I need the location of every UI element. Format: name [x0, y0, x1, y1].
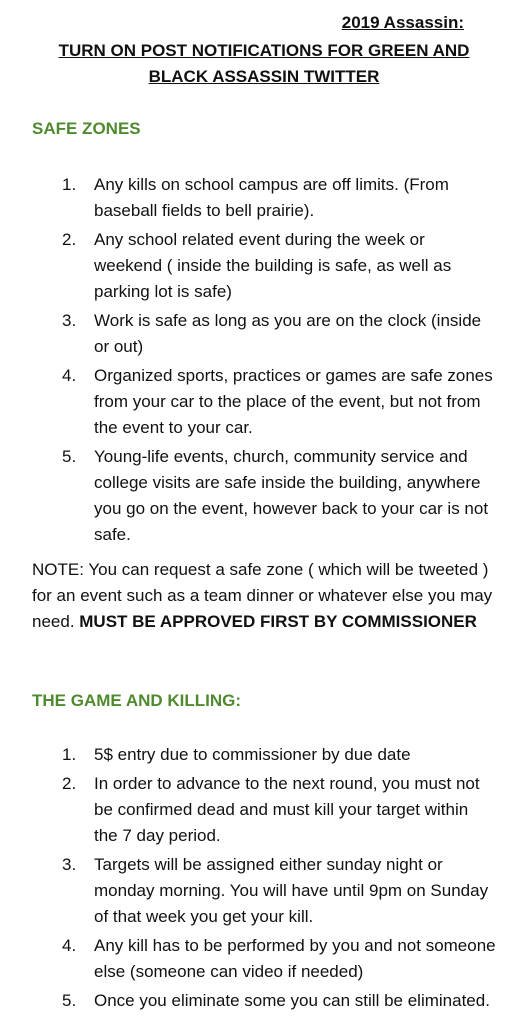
list-item — [0, 172, 524, 224]
list-item — [0, 742, 524, 768]
note-emphasis: MUST BE APPROVED FIRST BY COMMISSIONER — [79, 612, 477, 631]
list-item-text: Any kill has to be performed by you and not someone else (someone can video if needed) — [94, 936, 496, 981]
list-item-text: Work is safe as long as you are on the clock (inside or out) — [94, 311, 482, 356]
list-item — [0, 771, 524, 849]
safe-zone-note — [32, 557, 502, 635]
list-item-number: 4. — [62, 366, 77, 385]
list-item-number: 2. — [62, 774, 77, 793]
list-item — [0, 363, 524, 441]
list-item-number: 3. — [62, 311, 77, 330]
list-item-text: Young-life events, church, community service and college visits are safe inside the building, anywhere you go on the event, however back to your car is not safe. — [94, 447, 489, 544]
list-item-number: 5. — [62, 991, 77, 1010]
game-heading: THE GAME AND KILLING: — [32, 691, 242, 710]
list-item-text: Organized sports, practices or games are safe zones from your car to the place of the event, but not from the event to your car. — [94, 366, 493, 437]
list-item-number: 5. — [62, 447, 77, 466]
game-rules-list — [0, 742, 524, 1017]
list-item-number: 1. — [62, 175, 77, 194]
list-item — [0, 444, 524, 548]
note-text: NOTE: You can request a safe zone ( which will be tweeted ) for an event such as a team dinner or whatever else you may need. — [32, 560, 493, 631]
safe-zones-list — [0, 172, 524, 551]
list-item-text: Any school related event during the week or weekend ( inside the building is safe, as well as parking lot is safe) — [94, 230, 452, 301]
list-item-text: Once you eliminate some you can still be eliminated. — [94, 991, 490, 1010]
document-year-title: 2019 Assassin: — [341, 13, 464, 32]
list-item-text: Targets will be assigned either sunday night or monday morning. You will have until 9pm on Sunday of that week you get your kill. — [94, 855, 489, 926]
list-item-number: 1. — [62, 745, 77, 764]
list-item-number: 2. — [62, 230, 77, 249]
list-item-number: 3. — [62, 855, 77, 874]
safe-zones-heading: SAFE ZONES — [32, 119, 141, 138]
document-headline: TURN ON POST NOTIFICATIONS FOR GREEN AND BLACK ASSASSIN TWITTER — [58, 41, 470, 86]
list-item-text: Any kills on school campus are off limits. (From baseball fields to bell prairie). — [94, 175, 449, 220]
list-item — [0, 227, 524, 305]
list-item — [0, 933, 524, 985]
list-item-number: 4. — [62, 936, 77, 955]
list-item — [0, 988, 524, 1014]
list-item — [0, 308, 524, 360]
list-item — [0, 852, 524, 930]
list-item-text: 5$ entry due to commissioner by due date — [94, 745, 411, 764]
list-item-text: In order to advance to the next round, you must not be confirmed dead and must kill your target within the 7 day period. — [94, 774, 480, 845]
